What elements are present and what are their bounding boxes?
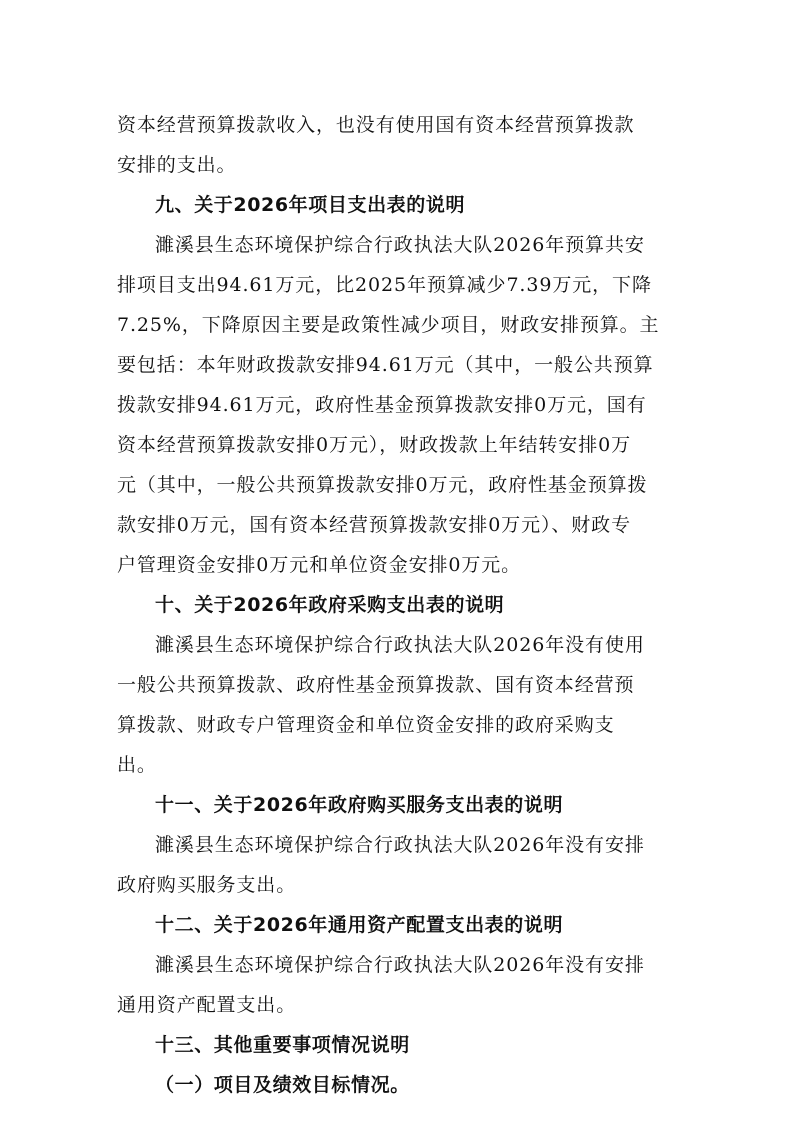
body-text-line: 要包括：本年财政拨款安排94.61万元（其中，一般公共预算 <box>117 354 654 376</box>
body-text-line: 一般公共预算拨款、政府性基金预算拨款、国有资本经营预 <box>117 674 635 696</box>
body-text-line: 算拨款、财政专户管理资金和单位资金安排的政府采购支 <box>117 714 615 736</box>
section-heading-9: 九、关于2026年项目支出表的说明 <box>155 194 466 216</box>
body-text-line: 户管理资金安排0万元和单位资金安排0万元。 <box>117 554 522 576</box>
body-text-line: 拨款安排94.61万元，政府性基金预算拨款安排0万元，国有 <box>117 394 647 416</box>
body-text-line: 濉溪县生态环境保护综合行政执法大队2026年没有使用 <box>155 634 645 656</box>
subsection-heading-1: （一）项目及绩效目标情况。 <box>155 1074 410 1096</box>
body-text-line: 资本经营预算拨款安排0万元），财政拨款上年结转安排0万 <box>117 434 631 456</box>
body-text-line: 政府购买服务支出。 <box>117 874 297 896</box>
body-text-line: 元（其中，一般公共预算拨款安排0万元，政府性基金预算拨 <box>117 474 648 496</box>
body-text-line: 濉溪县生态环境保护综合行政执法大队2026年没有安排 <box>155 834 645 856</box>
body-text-line: 安排的支出。 <box>117 154 237 176</box>
body-text-line: 排项目支出94.61万元，比2025年预算减少7.39万元，下降 <box>117 274 652 296</box>
section-heading-10: 十、关于2026年政府采购支出表的说明 <box>155 594 505 616</box>
section-heading-12: 十二、关于2026年通用资产配置支出表的说明 <box>155 914 564 936</box>
body-text-line: 濉溪县生态环境保护综合行政执法大队2026年没有安排 <box>155 954 645 976</box>
body-text-line: 资本经营预算拨款收入，也没有使用国有资本经营预算拨款 <box>117 114 635 136</box>
body-text-line: 通用资产配置支出。 <box>117 994 297 1016</box>
body-text-line: 款安排0万元，国有资本经营预算拨款安排0万元）、财政专 <box>117 514 631 536</box>
section-heading-11: 十一、关于2026年政府购买服务支出表的说明 <box>155 794 564 816</box>
body-text-line: 7.25%，下降原因主要是政策性减少项目，财政安排预算。主 <box>117 314 660 336</box>
body-text-line: 出。 <box>117 754 157 776</box>
body-text-line: 濉溪县生态环境保护综合行政执法大队2026年预算共安 <box>155 234 645 256</box>
section-heading-13: 十三、其他重要事项情况说明 <box>155 1034 410 1056</box>
